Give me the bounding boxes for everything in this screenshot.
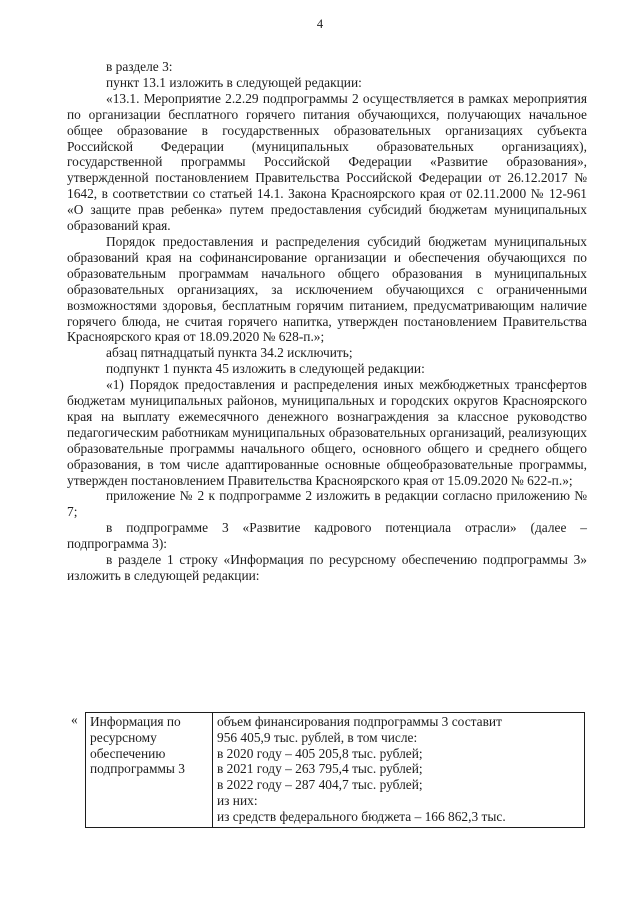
- paragraph: «1) Порядок предоставления и распределения иных межбюджетных трансфертов бюджетам муниципальных районов, муниципальных и городских округов Красноярского края на выплату ежемесячного денежного вознаграждения за классное руководство педагогическим работникам муниципальных образовательных организаций, реализующих образовательные программы начального общего, основного общего и среднего общего образования, в том числе адаптированные основные общеобразовательные программы, утвержден постановлением Правительства Красноярского края от 15.09.2020 № 622-п.»;: [67, 377, 587, 488]
- table-row: [86, 713, 585, 828]
- resource-info-table: [85, 712, 585, 828]
- table-cell-line: из средств федерального бюджета – 166 862,3 тыс.: [217, 808, 506, 824]
- table-cell-line: из них:: [217, 792, 258, 808]
- paragraph: приложение № 2 к подпрограмме 2 изложить в редакции согласно приложению № 7;: [67, 488, 587, 520]
- table-cell-line: в 2022 году – 287 404,7 тыс. рублей;: [217, 777, 423, 793]
- paragraph: «13.1. Мероприятие 2.2.29 подпрограммы 2 осуществляется в рамках мероприятия по организации бесплатного горячего питания обучающихся, получающих начальное общее образование в государственных образовательных организациях субъекта Российской Федерации (муниципальных образовательных организациях), государственной программы Российской Федерации «Развитие образования», утвержденной постановлением Правительства Российской Федерации от 26.12.2017 № 1642, в соответствии со статьей 14.1. Закона Красноярского края от 02.11.2000 № 12-961 «О защите прав ребенка» путем предоставления субсидий бюджетам муниципальных образований края.: [67, 90, 587, 234]
- paragraph: в разделе 3:: [106, 59, 173, 74]
- table-cell-value: [213, 713, 585, 828]
- document-body: [67, 59, 587, 584]
- table-cell-line: 956 405,9 тыс. рублей, в том числе:: [217, 729, 418, 745]
- paragraph: Порядок предоставления и распределения субсидий бюджетам муниципальных образований края на софинансирование организации и обеспечения обучающихся по образовательным программам начального общего образования в муниципальных образовательных организациях, за исключением обучающихся с ограниченными возможностями здоровья, бесплатным горячим питанием, предусматривающим наличие горячего блюда, не считая горячего напитка, утвержден постановлением Правительства Красноярского края от 18.09.2020 № 628-п.»;: [67, 233, 587, 345]
- opening-quote: «: [71, 712, 78, 727]
- table-cell-line: объем финансирования подпрограммы 3 составит: [217, 714, 502, 729]
- paragraph: подпункт 1 пункта 45 изложить в следующей редакции:: [106, 361, 425, 377]
- table-cell-line: в 2020 году – 405 205,8 тыс. рублей;: [217, 745, 423, 761]
- resource-table-block: [67, 712, 587, 832]
- page-number: 4: [316, 17, 324, 31]
- table-cell-label: Информация по ресурсному обеспечению подпрограммы 3: [86, 713, 213, 828]
- paragraph: абзац пятнадцатый пункта 34.2 исключить;: [106, 345, 353, 361]
- paragraph: в разделе 1 строку «Информация по ресурсному обеспечению подпрограммы 3» изложить в следующей редакции:: [67, 552, 587, 583]
- table-cell-line: в 2021 году – 263 795,4 тыс. рублей;: [217, 761, 423, 777]
- paragraph: в подпрограмме 3 «Развитие кадрового потенциала отрасли» (далее – подпрограмма 3):: [67, 520, 587, 552]
- paragraph: пункт 13.1 изложить в следующей редакции:: [106, 74, 362, 90]
